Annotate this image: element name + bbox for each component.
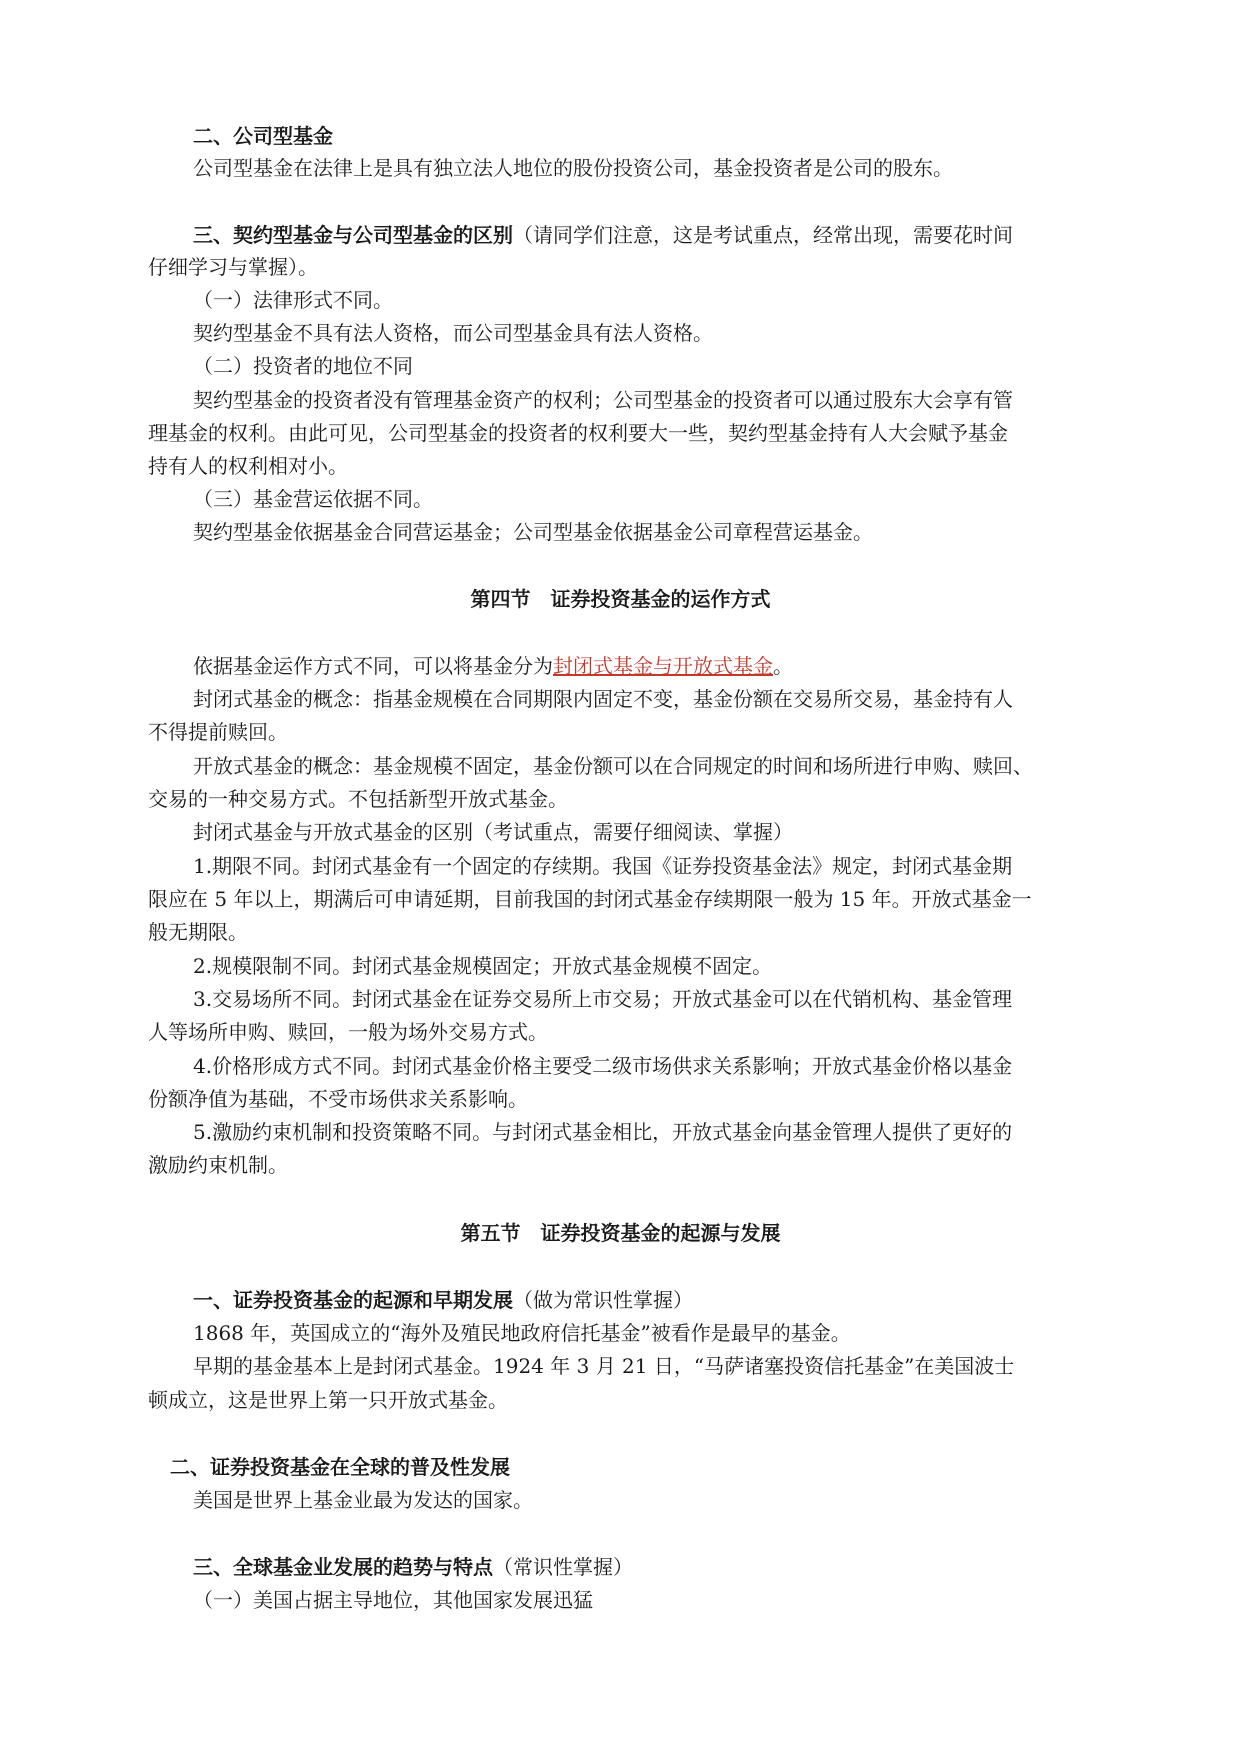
list-item: 1.期限不同。封闭式基金有一个固定的存续期。我国《证券投资基金法》规定，封闭式基金期: [193, 854, 1013, 878]
list-item-continued: 限应在 5 年以上，期满后可申请延期，目前我国的封闭式基金存续期限一般为 15 年。开放式基金一: [148, 887, 1032, 911]
paragraph: 公司型基金在法律上是具有独立法人地位的股份投资公司，基金投资者是公司的股东。: [193, 156, 953, 180]
chapter-heading: 第五节 证券投资基金的起源与发展: [460, 1221, 781, 1245]
chapter-heading: 第四节 证券投资基金的运作方式: [470, 587, 771, 611]
section-heading: 二、证券投资基金在全球的普及性发展: [170, 1455, 510, 1479]
paragraph: 契约型基金依据基金合同营运基金；公司型基金依据基金公司章程营运基金。: [193, 520, 873, 544]
paragraph-continued: 不得提前赎回。: [148, 720, 288, 744]
list-item-continued: 份额净值为基础，不受市场供求关系影响。: [148, 1087, 528, 1111]
text: 。: [773, 654, 793, 678]
paragraph-continued: 交易的一种交易方式。不包括新型开放式基金。: [148, 787, 568, 811]
paragraph: 1868 年，英国成立的“海外及殖民地政府信托基金”被看作是最早的基金。: [193, 1321, 851, 1345]
paragraph: 美国是世界上基金业最为发达的国家。: [193, 1488, 533, 1512]
section-heading: 二、公司型基金: [193, 124, 333, 148]
closed-open-fund-link[interactable]: 封闭式基金与开放式基金: [553, 654, 773, 678]
subheading: （三）基金营运依据不同。: [193, 487, 433, 511]
paragraph-continued: 顿成立，这是世界上第一只开放式基金。: [148, 1388, 508, 1412]
subheading: （一）美国占据主导地位，其他国家发展迅猛: [193, 1588, 593, 1612]
list-item-continued: 人等场所申购、赎回，一般为场外交易方式。: [148, 1020, 548, 1044]
heading-note-continued: 仔细学习与掌握）。: [148, 255, 318, 279]
list-item: 5.激励约束机制和投资策略不同。与封闭式基金相比，开放式基金向基金管理人提供了更好的: [193, 1120, 1013, 1144]
paragraph-continued: 持有人的权利相对小。: [148, 454, 348, 478]
paragraph: 契约型基金的投资者没有管理基金资产的权利；公司型基金的投资者可以通过股东大会享有管: [193, 388, 1013, 412]
paragraph: 封闭式基金与开放式基金的区别（考试重点，需要仔细阅读、掌握）: [193, 820, 793, 844]
heading-note: （请同学们注意，这是考试重点，经常出现，需要花时间: [513, 223, 1013, 247]
section-heading-with-note: [193, 220, 1013, 250]
heading-note: （做为常识性掌握）: [513, 1288, 693, 1312]
subheading: （一）法律形式不同。: [193, 288, 393, 312]
paragraph-with-link: [193, 651, 793, 681]
section-heading-with-note: [193, 1285, 693, 1315]
subheading: （二）投资者的地位不同: [193, 354, 413, 378]
list-item: 2.规模限制不同。封闭式基金规模固定；开放式基金规模不固定。: [193, 954, 773, 978]
paragraph: 契约型基金不具有法人资格，而公司型基金具有法人资格。: [193, 321, 713, 345]
heading-note: （常识性掌握）: [493, 1555, 633, 1579]
text: 依据基金运作方式不同，可以将基金分为: [193, 654, 553, 678]
list-item: 4.价格形成方式不同。封闭式基金价格主要受二级市场供求关系影响；开放式基金价格以基金: [193, 1054, 1013, 1078]
section-heading: 三、契约型基金与公司型基金的区别: [193, 223, 513, 247]
list-item: 3.交易场所不同。封闭式基金在证券交易所上市交易；开放式基金可以在代销机构、基金管理: [193, 987, 1013, 1011]
section-heading: 三、全球基金业发展的趋势与特点: [193, 1555, 493, 1579]
paragraph: 开放式基金的概念：基金规模不固定，基金份额可以在合同规定的时间和场所进行申购、赎回、: [193, 754, 1033, 778]
list-item-continued: 般无期限。: [148, 920, 248, 944]
paragraph: 早期的基金基本上是封闭式基金。1924 年 3 月 21 日，“马萨诸塞投资信托基金”在美国波士: [193, 1354, 1015, 1378]
paragraph-continued: 理基金的权利。由此可见，公司型基金的投资者的权利要大一些，契约型基金持有人大会赋予基金: [148, 421, 1008, 445]
paragraph: 封闭式基金的概念：指基金规模在合同期限内固定不变，基金份额在交易所交易，基金持有人: [193, 687, 1013, 711]
section-heading: 一、证券投资基金的起源和早期发展: [193, 1288, 513, 1312]
list-item-continued: 激励约束机制。: [148, 1153, 288, 1177]
section-heading-with-note: [193, 1552, 633, 1582]
